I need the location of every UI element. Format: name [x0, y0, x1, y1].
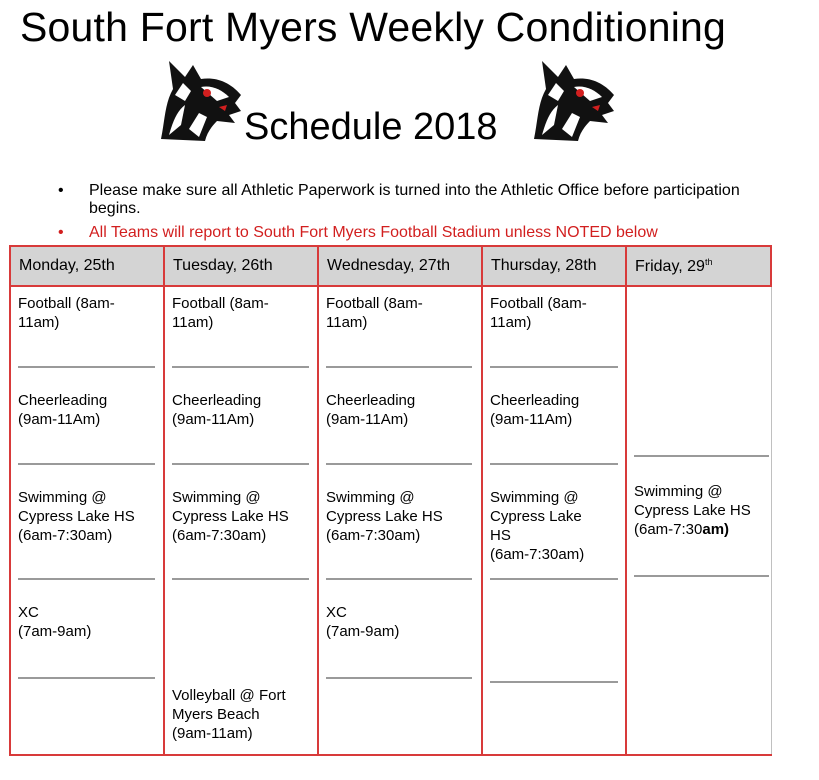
activity-separator	[634, 575, 769, 577]
page-subtitle: Schedule 2018	[244, 106, 498, 148]
activity-separator	[18, 463, 155, 465]
activity-volleyball: Volleyball @ Fort Myers Beach (9am-11am)	[172, 687, 286, 742]
activity-separator	[634, 455, 769, 457]
activity-separator	[490, 463, 618, 465]
wednesday-cell	[318, 286, 482, 755]
day-header-wednesday: Wednesday, 27th	[318, 246, 482, 286]
activity-separator	[18, 578, 155, 580]
note-text: All Teams will report to South Fort Myers Football Stadium unless NOTED below	[89, 224, 658, 241]
friday-suffix: th	[704, 256, 713, 267]
activity-separator	[326, 578, 472, 580]
page-title: South Fort Myers Weekly Conditioning	[20, 4, 727, 50]
activity-football: Football (8am- 11am)	[172, 295, 269, 331]
activity-separator	[326, 677, 472, 679]
activity-separator	[18, 366, 155, 368]
activity-separator	[326, 463, 472, 465]
activity-swimming: Swimming @ Cypress Lake HS (6am-7:30am)	[172, 489, 289, 544]
note-paperwork	[58, 182, 758, 218]
friday-label: Friday, 29	[635, 257, 705, 275]
friday-cell	[626, 286, 771, 755]
schedule-body-row	[10, 286, 771, 755]
activity-cheerleading: Cheerleading (9am-11Am)	[18, 392, 108, 428]
activity-football: Football (8am- 11am)	[18, 295, 115, 331]
activity-football: Football (8am- 11am)	[326, 295, 423, 331]
activity-cheerleading: Cheerleading (9am-11Am)	[172, 392, 262, 428]
thursday-cell	[482, 286, 626, 755]
day-header-friday	[626, 246, 771, 286]
notes-list	[58, 182, 758, 242]
activity-separator	[18, 677, 155, 679]
wolf-mascot-icon	[155, 55, 245, 143]
wolf-mascot-icon	[528, 55, 618, 143]
bullet-icon: •	[58, 182, 64, 199]
activity-cheerleading: Cheerleading (9am-11Am)	[490, 392, 580, 428]
schedule-header-row	[10, 246, 771, 286]
day-header-monday: Monday, 25th	[10, 246, 164, 286]
day-header-tuesday: Tuesday, 26th	[164, 246, 318, 286]
monday-cell	[10, 286, 164, 755]
schedule-table	[9, 245, 772, 756]
activity-separator	[490, 578, 618, 580]
activity-xc: XC (7am-9am)	[18, 604, 92, 640]
activity-separator	[172, 366, 309, 368]
bullet-icon: •	[58, 224, 64, 241]
activity-separator	[172, 463, 309, 465]
note-report-location	[58, 224, 758, 242]
activity-separator	[490, 366, 618, 368]
activity-football: Football (8am- 11am)	[490, 295, 587, 331]
activity-swimming: Swimming @ Cypress Lake HS (6am-7:30am)	[18, 489, 135, 544]
activity-swimming: Swimming @ Cypress Lake HS (6am-7:30am)	[326, 489, 443, 544]
activity-cheerleading: Cheerleading (9am-11Am)	[326, 392, 416, 428]
swim-text-suffix: am)	[702, 521, 730, 538]
tuesday-cell	[164, 286, 318, 755]
day-header-thursday: Thursday, 28th	[482, 246, 626, 286]
activity-separator	[172, 578, 309, 580]
activity-separator	[326, 366, 472, 368]
swim-text: Swimming @ Cypress Lake HS (6am-7:30	[634, 483, 751, 538]
activity-swimming: Swimming @ Cypress Lake HS (6am-7:30am)	[490, 489, 585, 563]
activity-separator	[490, 681, 618, 683]
activity-xc: XC (7am-9am)	[326, 604, 400, 640]
activity-swimming	[634, 482, 751, 539]
note-text: Please make sure all Athletic Paperwork is turned into the Athletic Office before participation begins.	[89, 182, 740, 217]
